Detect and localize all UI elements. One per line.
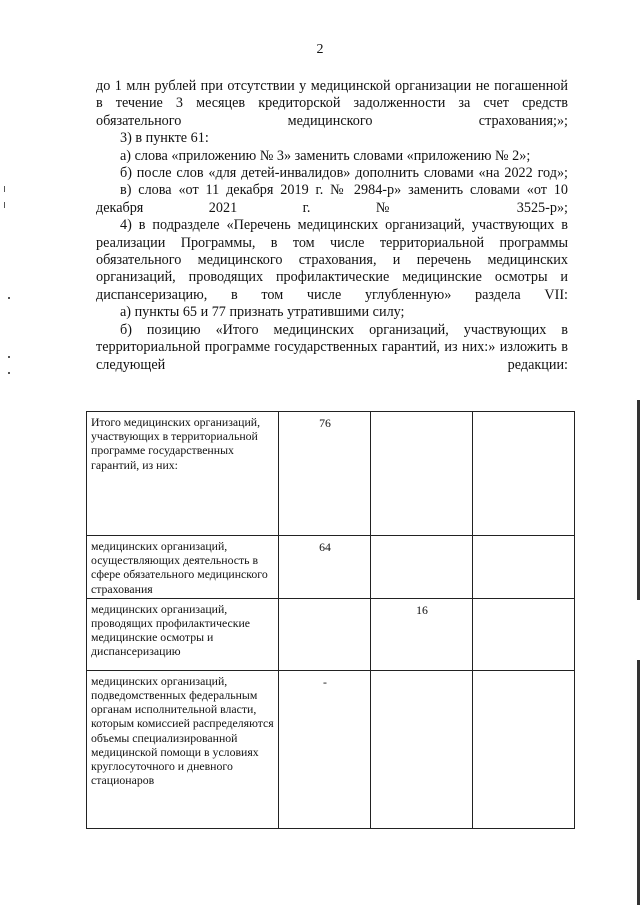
table-cell-label: медицинских организаций, подведомственных федеральным органам исполнительной власти, которым комиссией распределяются объемы специализированной медицинской помощи в условиях круглосуточного и дневного стационаров bbox=[87, 670, 279, 828]
table-cell-label: медицинских организаций, проводящих профилактические медицинские осмотры и диспансеризацию bbox=[87, 598, 279, 670]
paragraph-item-3a: а) слова «приложению № 3» заменить словами «приложению № 2»; bbox=[120, 147, 531, 164]
table-cell-value bbox=[279, 598, 371, 670]
table-cell-value bbox=[473, 536, 575, 599]
table-cell-value: 76 bbox=[279, 412, 371, 536]
table-cell-value bbox=[371, 412, 473, 536]
table-row bbox=[87, 412, 575, 536]
paragraph-item-4a: а) пункты 65 и 77 признать утратившими силу; bbox=[120, 304, 405, 321]
table-cell-value: 64 bbox=[279, 536, 371, 599]
amendment-table bbox=[86, 411, 575, 829]
scan-mark bbox=[4, 202, 5, 208]
document-body bbox=[96, 78, 568, 374]
scan-mark bbox=[8, 356, 10, 358]
table-cell-value bbox=[473, 598, 575, 670]
scan-mark bbox=[4, 186, 5, 192]
paragraph-item-3: 3) в пункте 61: bbox=[120, 130, 209, 147]
table-cell-label: медицинских организаций, осуществляющих деятельность в сфере обязательного медицинского страхования bbox=[87, 536, 279, 599]
paragraph-continuation: до 1 млн рублей при отсутствии у медицинской организации не погашенной в течение 3 месяцев кредиторской задолженности за счет средств обязательного медицинского страхования;»; bbox=[96, 78, 568, 129]
scan-mark bbox=[8, 297, 10, 299]
table-cell-label: Итого медицинских организаций, участвующих в территориальной программе государственных гарантий, из них: bbox=[87, 412, 279, 536]
table-row bbox=[87, 598, 575, 670]
scan-mark bbox=[8, 372, 10, 374]
table-cell-value: 16 bbox=[371, 598, 473, 670]
table-cell-value bbox=[371, 536, 473, 599]
paragraph-item-3b: б) после слов «для детей-инвалидов» дополнить словами «на 2022 год»; bbox=[120, 165, 568, 182]
table-cell-value bbox=[473, 412, 575, 536]
table-row bbox=[87, 670, 575, 828]
table-row bbox=[87, 536, 575, 599]
table-cell-value bbox=[371, 670, 473, 828]
paragraph-item-3v: в) слова «от 11 декабря 2019 г. № 2984-р» заменить словами «от 10 декабря 2021 г. № 3525-р»; bbox=[96, 182, 568, 216]
paragraph-item-4: 4) в подразделе «Перечень медицинских организаций, участвующих в реализации Программы, в том числе территориальной программы обязательного медицинского страхования, и перечень медицинских организаций, проводящих профилактические медицинские осмотры и диспансеризацию, в том числе углубленную» раздела VII: bbox=[96, 217, 568, 303]
paragraph-item-4b: б) позицию «Итого медицинских организаций, участвующих в территориальной программе государственных гарантий, из них:» изложить в следующей редакции: bbox=[96, 321, 568, 373]
table-cell-value: - bbox=[279, 670, 371, 828]
table-cell-value bbox=[473, 670, 575, 828]
page-number: 2 bbox=[316, 42, 324, 57]
